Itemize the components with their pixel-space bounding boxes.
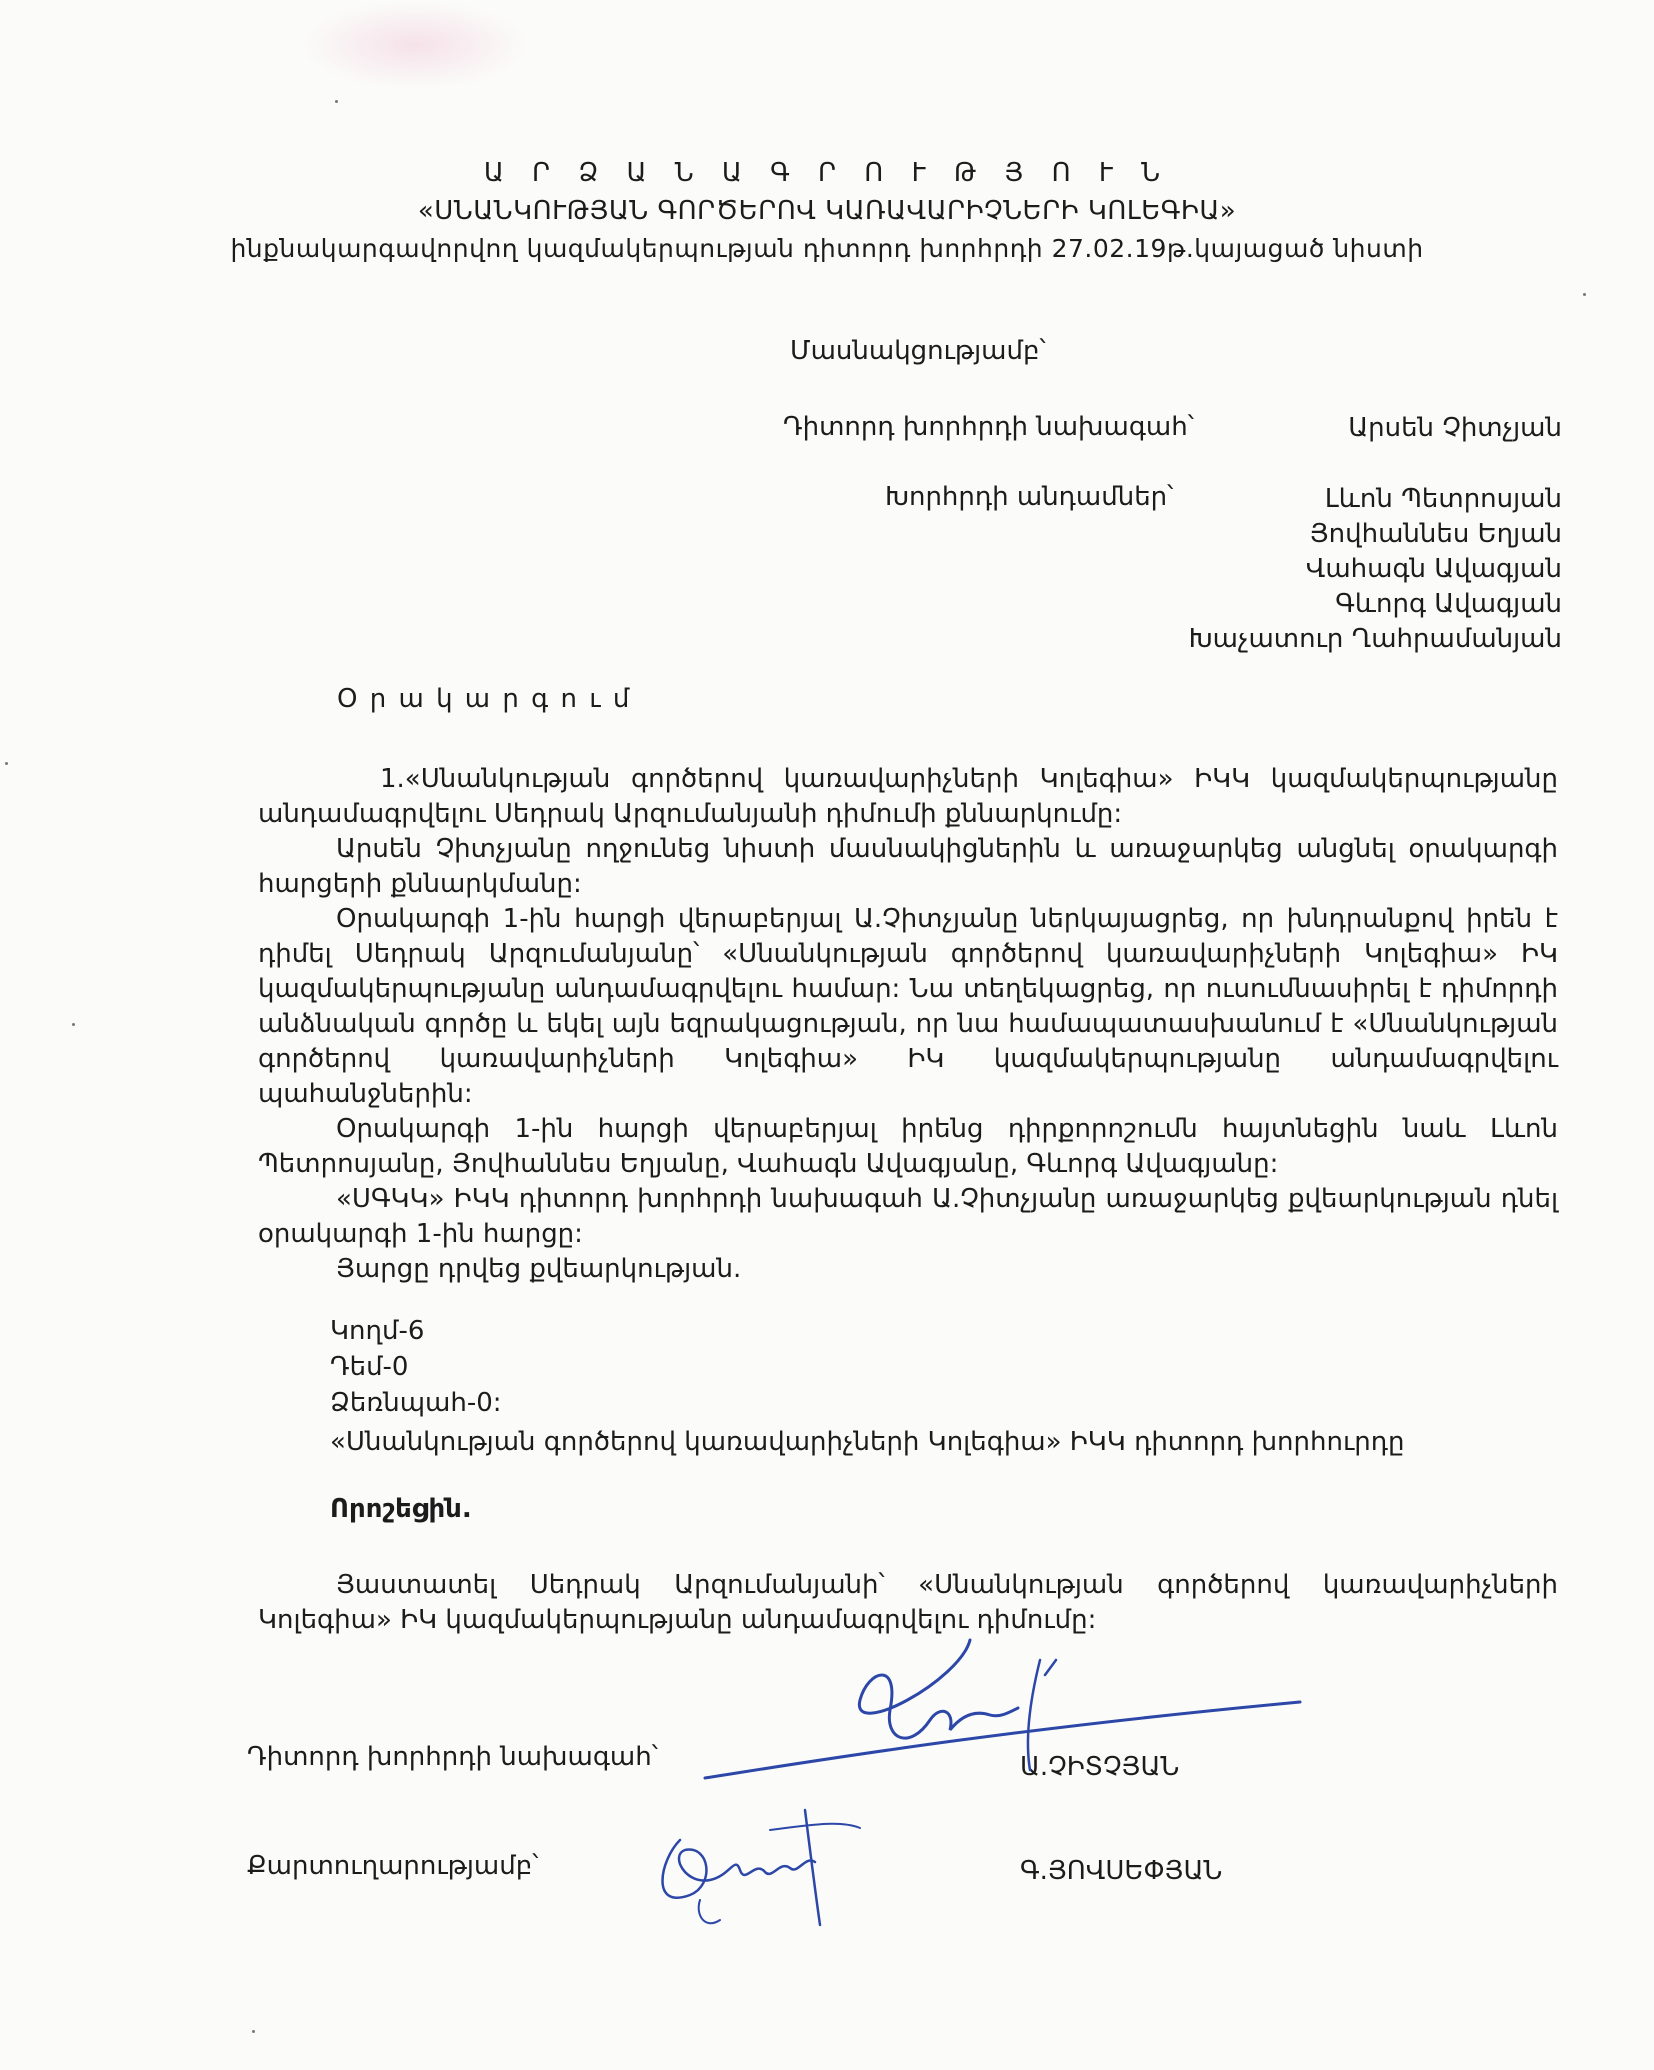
agenda-label: Օ ր ա կ ա ր գ ո ւ մ — [337, 684, 632, 714]
signature-chair-name: Ա.ՉԻՏՉՅԱՆ — [1020, 1752, 1180, 1782]
signature-secretary-label: Քարտուղարությամբ՝ — [247, 1851, 539, 1881]
member-name: Լևոն Պետրոսյան — [1324, 484, 1562, 514]
agenda-item-1: 1.«Սնանկության գործերով կառավարիչների Կոլեգիա» ԻԿԿ կազմակերպությանը անդամագրվելու Սեդրակ Արզումանյանի դիմումի քննարկումը: — [258, 764, 1558, 829]
agenda-paragraph: Յարցը դրվեց քվեարկության. — [336, 1254, 742, 1284]
participation-label: Մասնակցությամբ՝ — [790, 336, 1046, 366]
vote-abstain: Ձեռնպահ-0: — [330, 1388, 502, 1418]
agenda-paragraph: «ՍԳԿԿ» ԻԿԿ դիտորդ խորհրդի նախագահ Ա.Չիտչյանը առաջարկեց քվեարկության դնել օրակարգի 1-ին հարցը: — [258, 1184, 1558, 1249]
organization-name: «ՍՆԱՆԿՈՒԹՅԱՆ ԳՈՐԾԵՐՈՎ ԿԱՌԱՎԱՐԻՉՆԵՐԻ ԿՈԼԵԳԻԱ» — [417, 196, 1237, 226]
document-subtitle: ինքնակարգավորվող կազմակերպության դիտորդ խորհրդի 27.02.19թ.կայացած նիստի — [230, 234, 1424, 263]
agenda-paragraph: Օրակարգի 1-ին հարցի վերաբերյալ իրենց դիրքորոշումն հայտնեցին նաև Լևոն Պետրոսյանը, Յովհաննես Եղյանը, Վահագն Ավագյանը, Գևորգ Ավագյանը: — [258, 1114, 1558, 1179]
document-title: Ա Ր Ձ Ա Ն Ա Գ Ր Ո Ւ Թ Յ Ո Ւ Ն — [483, 158, 1171, 188]
council-statement: «Սնանկության գործերով կառավարիչների Կոլեգիա» ԻԿԿ դիտորդ խորհուրդը — [330, 1427, 1405, 1457]
vote-against: Դեմ-0 — [330, 1352, 409, 1382]
agenda-paragraph: Օրակարգի 1-ին հարցի վերաբերյալ Ա.Չիտչյանը ներկայացրեց, որ խնդրանքով իրեն է դիմել Սեդրակ Արզումանյանը՝ «Սնանկության գործերով կառավարիչների Կոլեգիա» ԻԿ կազմակերպությանը անդամագրվելու համար: Նա տեղեկացրեց, որ ուսումնասիրել է դիմորդի անձնական գործը և եկել այն եզրակացության, որ նա համապատասխանում է «Սնանկության գործերով կառավարիչների Կոլեգիա» ԻԿ կազմակերպությանը անդամագրվելու պահանջներին: — [258, 904, 1558, 1109]
scan-speck — [5, 762, 8, 765]
scan-speck — [1583, 293, 1586, 296]
scan-speck — [72, 1023, 75, 1026]
signature-chair-label: Դիտորդ խորհրդի նախագահ՝ — [247, 1742, 658, 1772]
chair-name: Արսեն Չիտչյան — [1348, 413, 1562, 443]
member-name: Յովհաննես Եղյան — [1309, 519, 1562, 549]
scan-speck — [335, 100, 338, 103]
member-name: Վահագն Ավագյան — [1305, 554, 1562, 584]
decision-label: Որոշեցին. — [330, 1494, 472, 1524]
paper-smudge — [300, 0, 530, 90]
member-name: Խաչատուր Ղահրամանյան — [1188, 624, 1562, 654]
secretary-signature — [640, 1800, 880, 1940]
members-label: Խորհրդի անդամներ՝ — [885, 482, 1174, 512]
chair-label: Դիտորդ խորհրդի նախագահ՝ — [783, 412, 1194, 442]
agenda-body — [258, 762, 1558, 1287]
member-name: Գևորգ Ավագյան — [1335, 589, 1562, 619]
chair-signature — [700, 1620, 1320, 1790]
vote-for: Կողմ-6 — [330, 1316, 425, 1346]
signature-secretary-name: Գ.ՅՈՎՍԵՓՅԱՆ — [1020, 1856, 1223, 1886]
scan-speck — [252, 2030, 255, 2033]
decision-text: Յաստատել Սեդրակ Արզումանյանի՝ «Սնանկության գործերով կառավարիչների Կոլեգիա» ԻԿ կազմակերպությանը անդամագրվելու դիմումը: — [258, 1570, 1558, 1635]
agenda-paragraph: Արսեն Չիտչյանը ողջունեց նիստի մասնակիցներին և առաջարկեց անցնել օրակարգի հարցերի քննարկմանը: — [258, 834, 1558, 899]
